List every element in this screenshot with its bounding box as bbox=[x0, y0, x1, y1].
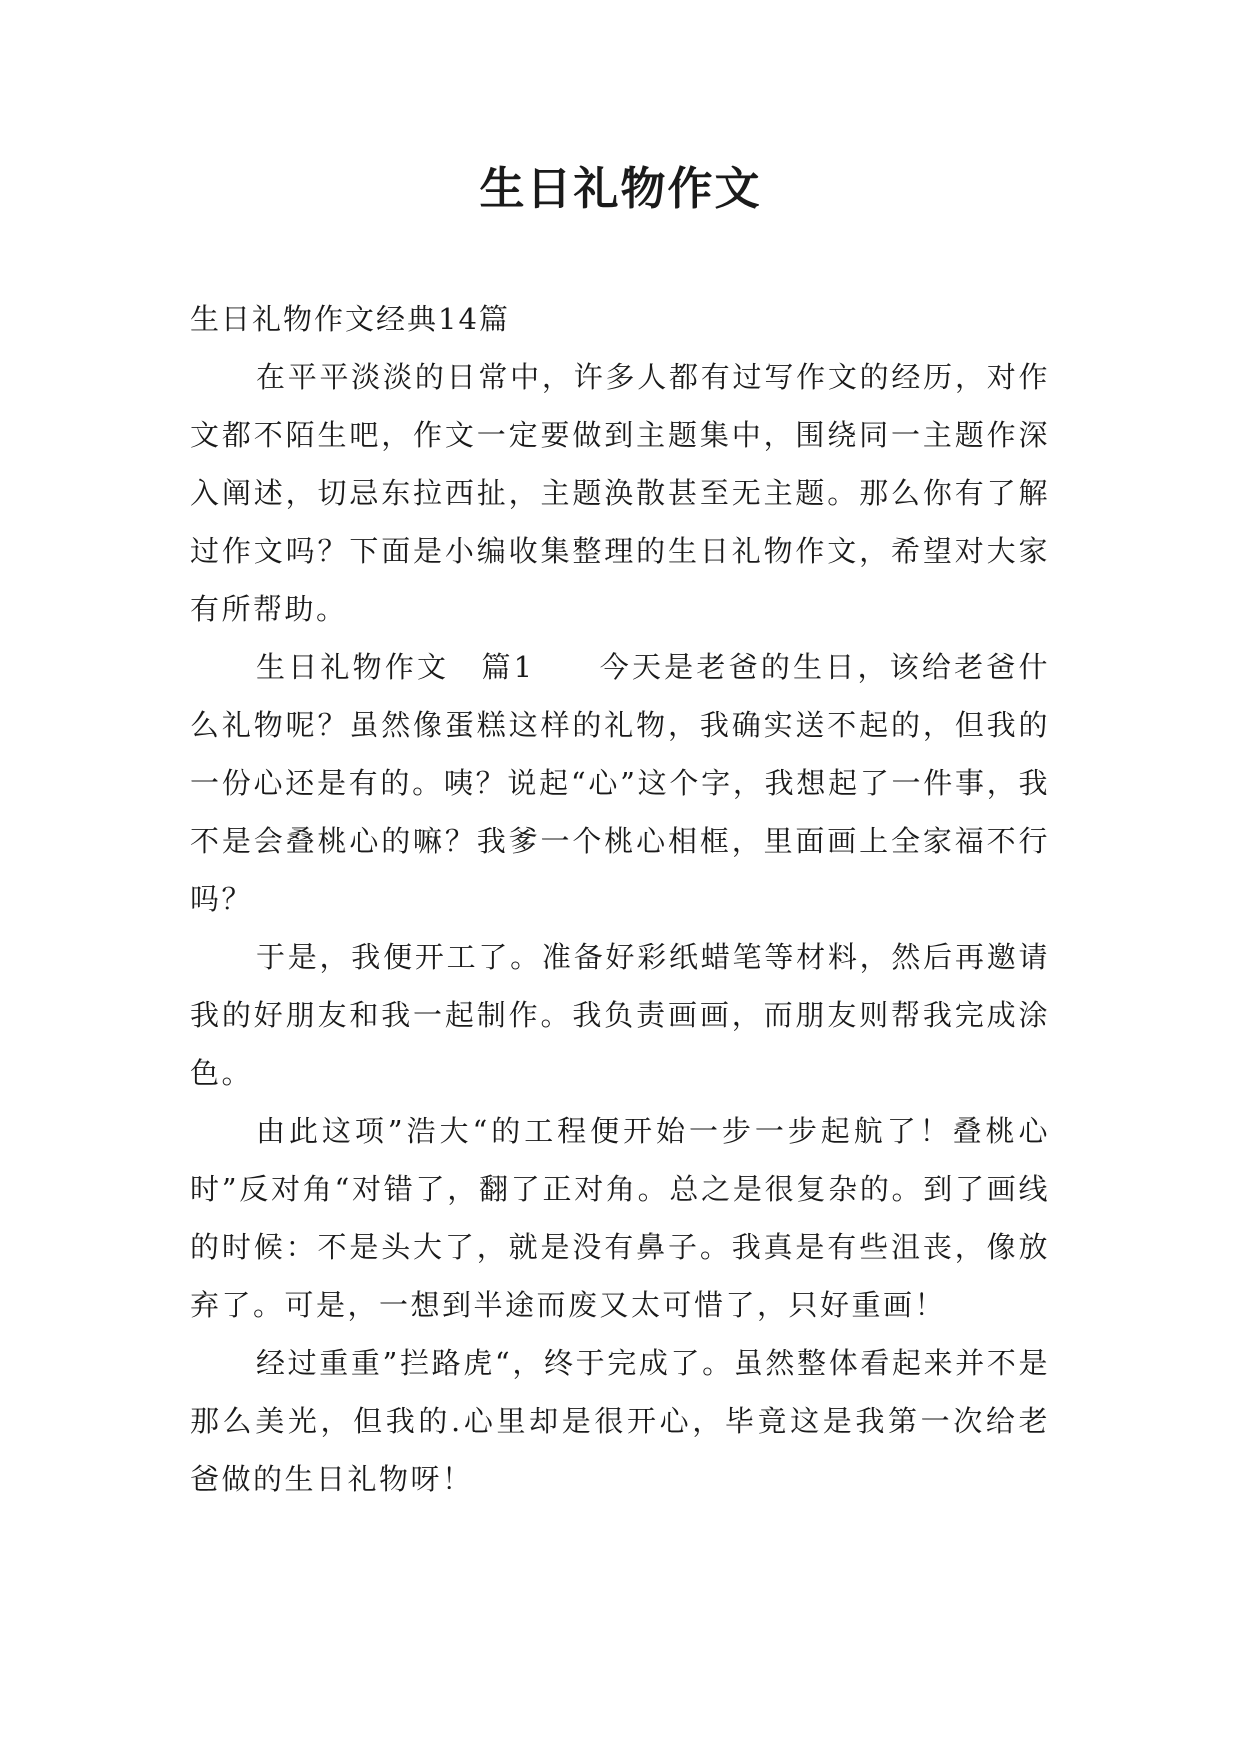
paragraph-essay-1-process: 由此这项”浩大“的工程便开始一步一步起航了！叠桃心时”反对角“对错了，翻了正对角。总之是很复杂的。到了画线的时候：不是头大了，就是没有鼻子。我真是有些沮丧，像放弃了。可是，一想到半途而废又太可惜了，只好重画！ bbox=[190, 1114, 1050, 1322]
paragraph-essay-1-ending: 经过重重”拦路虎“，终于完成了。虽然整体看起来并不是那么美光，但我的.心里却是很开心，毕竟这是我第一次给老爸做的生日礼物呀！ bbox=[190, 1346, 1050, 1496]
document-body bbox=[190, 290, 1050, 1508]
document-subtitle: 生日礼物作文经典14篇 bbox=[190, 302, 510, 336]
paragraph-essay-1-opening: 生日礼物作文 篇1 今天是老爸的生日，该给老爸什么礼物呢？虽然像蛋糕这样的礼物，我确实送不起的，但我的一份心还是有的。咦？说起“心”这个字，我想起了一件事，我不是会叠桃心的嘛？我爹一个桃心相框，里面画上全家福不行吗？ bbox=[190, 650, 1050, 916]
document-title: 生日礼物作文 bbox=[479, 162, 762, 215]
paragraph-intro: 在平平淡淡的日常中，许多人都有过写作文的经历，对作文都不陌生吧，作文一定要做到主题集中，围绕同一主题作深入阐述，切忌东拉西扯，主题涣散甚至无主题。那么你有了解过作文吗？下面是小编收集整理的生日礼物作文，希望对大家有所帮助。 bbox=[190, 360, 1050, 626]
paragraph-essay-1-preparation: 于是，我便开工了。准备好彩纸蜡笔等材料，然后再邀请我的好朋友和我一起制作。我负责画画，而朋友则帮我完成涂色。 bbox=[190, 940, 1050, 1090]
